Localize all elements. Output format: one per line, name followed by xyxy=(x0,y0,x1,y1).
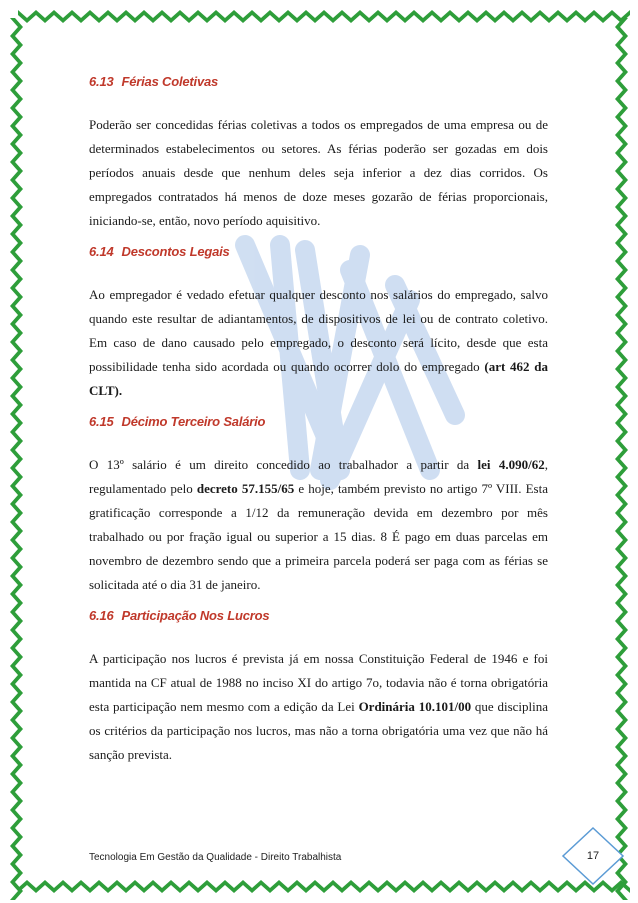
border-chevron xyxy=(10,702,23,720)
border-chevron xyxy=(10,648,23,666)
border-chevron xyxy=(486,10,504,23)
border-chevron xyxy=(108,880,126,893)
border-chevron xyxy=(10,396,23,414)
border-chevron xyxy=(450,880,468,893)
legal-reference: lei 4.090/62 xyxy=(477,457,545,472)
border-chevron xyxy=(54,10,72,23)
border-chevron xyxy=(540,10,558,23)
border-chevron xyxy=(615,558,628,576)
border-chevron xyxy=(10,288,23,306)
border-chevron xyxy=(615,720,628,738)
section-number: 6.15 xyxy=(89,414,114,429)
border-chevron xyxy=(10,666,23,684)
border-chevron xyxy=(10,198,23,216)
section-number: 6.14 xyxy=(89,244,114,259)
paragraph-6-14: Ao empregador é vedado efetuar qualquer desconto nos salários do empregado, salvo quando este resultar de adiantamentos, de dispositivos de lei ou de contrato coletivo. Em caso de dano causado pelo empregado, o desconto será lícito, desde que esta possibilidade tenha sido acordada ou quando ocorrer dolo do empregado (art 462 da CLT). xyxy=(89,287,548,398)
border-chevron xyxy=(10,378,23,396)
footer-text: Tecnologia Em Gestão da Qualidade - Direito Trabalhista xyxy=(89,852,342,863)
border-chevron xyxy=(10,684,23,702)
border-chevron xyxy=(615,90,628,108)
border-chevron xyxy=(10,522,23,540)
border-chevron xyxy=(594,10,612,23)
border-chevron xyxy=(615,378,628,396)
border-chevron xyxy=(615,792,628,810)
border-chevron xyxy=(180,880,198,893)
section-title: Férias Coletivas xyxy=(121,74,219,89)
heading-6-16 xyxy=(89,608,548,623)
border-chevron xyxy=(10,144,23,162)
border-chevron xyxy=(162,10,180,23)
border-chevron xyxy=(615,630,628,648)
border-chevron xyxy=(615,594,628,612)
border-chevron xyxy=(615,18,628,36)
border-chevron xyxy=(10,810,23,828)
border-chevron xyxy=(615,180,628,198)
border-chevron xyxy=(10,504,23,522)
border-chevron xyxy=(615,108,628,126)
section-number: 6.16 xyxy=(89,608,114,623)
border-chevron xyxy=(615,252,628,270)
border-chevron xyxy=(10,324,23,342)
border-chevron xyxy=(486,880,504,893)
border-chevron xyxy=(162,880,180,893)
border-chevron xyxy=(306,10,324,23)
border-chevron xyxy=(10,126,23,144)
section-title: Participação Nos Lucros xyxy=(121,608,270,623)
border-chevron xyxy=(10,342,23,360)
border-chevron xyxy=(10,180,23,198)
border-chevron xyxy=(144,10,162,23)
border-chevron xyxy=(10,756,23,774)
border-chevron xyxy=(10,846,23,864)
border-chevron xyxy=(72,880,90,893)
border-chevron xyxy=(378,10,396,23)
border-chevron xyxy=(450,10,468,23)
border-chevron xyxy=(54,880,72,893)
border-chevron xyxy=(615,450,628,468)
border-chevron xyxy=(615,648,628,666)
border-chevron xyxy=(126,10,144,23)
border-chevron xyxy=(10,540,23,558)
legal-reference: decreto 57.155/65 xyxy=(196,481,295,496)
border-chevron xyxy=(288,10,306,23)
border-chevron xyxy=(615,414,628,432)
border-chevron xyxy=(432,880,450,893)
border-chevron xyxy=(615,486,628,504)
border-chevron xyxy=(540,880,558,893)
border-chevron xyxy=(396,880,414,893)
border-chevron xyxy=(10,468,23,486)
border-chevron xyxy=(414,880,432,893)
legal-reference: Ordinária 10.101/00 xyxy=(358,699,472,714)
border-chevron xyxy=(10,576,23,594)
border-chevron xyxy=(615,216,628,234)
border-chevron xyxy=(615,234,628,252)
border-chevron xyxy=(10,738,23,756)
border-chevron xyxy=(522,10,540,23)
border-chevron xyxy=(504,880,522,893)
border-chevron xyxy=(615,576,628,594)
border-chevron xyxy=(10,450,23,468)
border-chevron xyxy=(615,342,628,360)
border-chevron xyxy=(36,880,54,893)
border-chevron xyxy=(10,486,23,504)
border-chevron xyxy=(18,10,36,23)
heading-6-15 xyxy=(89,414,548,429)
border-chevron xyxy=(10,882,23,900)
border-chevron xyxy=(36,10,54,23)
border-chevron xyxy=(72,10,90,23)
border-chevron xyxy=(324,10,342,23)
border-chevron xyxy=(10,36,23,54)
border-chevron xyxy=(180,10,198,23)
border-chevron xyxy=(432,10,450,23)
paragraph-6-13: Poderão ser concedidas férias coletivas a todos os empregados de uma empresa ou de determinados estabelecimentos ou setores. As férias poderão ser gozadas em dois períodos anuais desde que nenhum deles seja inferior a dez dias corridos. Os empregados contratados há menos de doze meses gozarão de férias proporcionais, iniciando-se, então, novo período aquisitivo. xyxy=(89,117,548,228)
border-chevron xyxy=(90,10,108,23)
border-chevron xyxy=(234,10,252,23)
border-chevron xyxy=(10,72,23,90)
border-chevron xyxy=(615,756,628,774)
border-chevron xyxy=(10,792,23,810)
border-chevron xyxy=(615,306,628,324)
section-title: Descontos Legais xyxy=(121,244,230,259)
border-chevron xyxy=(108,10,126,23)
border-chevron xyxy=(615,72,628,90)
border-chevron xyxy=(615,612,628,630)
border-chevron xyxy=(615,324,628,342)
border-chevron xyxy=(10,252,23,270)
border-chevron xyxy=(252,880,270,893)
border-chevron xyxy=(216,880,234,893)
border-chevron xyxy=(615,684,628,702)
border-chevron xyxy=(10,270,23,288)
border-chevron xyxy=(216,10,234,23)
border-chevron xyxy=(10,90,23,108)
border-chevron xyxy=(10,774,23,792)
border-chevron xyxy=(360,880,378,893)
border-chevron xyxy=(468,10,486,23)
border-chevron xyxy=(10,612,23,630)
heading-6-13 xyxy=(89,74,548,89)
border-chevron xyxy=(615,774,628,792)
border-chevron xyxy=(270,10,288,23)
border-chevron xyxy=(10,864,23,882)
border-chevron xyxy=(468,880,486,893)
border-chevron xyxy=(615,198,628,216)
border-chevron xyxy=(615,270,628,288)
border-chevron xyxy=(10,828,23,846)
border-chevron xyxy=(10,54,23,72)
border-chevron xyxy=(10,216,23,234)
border-chevron xyxy=(615,54,628,72)
border-chevron xyxy=(324,880,342,893)
section-title: Décimo Terceiro Salário xyxy=(121,414,266,429)
border-chevron xyxy=(615,522,628,540)
border-chevron xyxy=(615,432,628,450)
page-content xyxy=(89,60,548,767)
border-chevron xyxy=(144,880,162,893)
border-chevron xyxy=(615,288,628,306)
border-chevron xyxy=(342,10,360,23)
border-chevron xyxy=(615,738,628,756)
border-chevron xyxy=(306,880,324,893)
border-chevron xyxy=(396,10,414,23)
border-chevron xyxy=(576,10,594,23)
border-chevron xyxy=(10,432,23,450)
border-chevron xyxy=(615,702,628,720)
border-chevron xyxy=(378,880,396,893)
border-chevron xyxy=(270,880,288,893)
section-number: 6.13 xyxy=(89,74,114,89)
border-chevron xyxy=(342,880,360,893)
border-chevron xyxy=(522,880,540,893)
border-chevron xyxy=(615,396,628,414)
border-chevron xyxy=(126,880,144,893)
border-chevron xyxy=(10,306,23,324)
border-chevron xyxy=(504,10,522,23)
border-chevron xyxy=(10,18,23,36)
border-chevron xyxy=(198,880,216,893)
border-chevron xyxy=(414,10,432,23)
border-chevron xyxy=(234,880,252,893)
border-chevron xyxy=(10,558,23,576)
border-chevron xyxy=(252,10,270,23)
border-chevron xyxy=(615,360,628,378)
border-chevron xyxy=(615,666,628,684)
border-chevron xyxy=(10,720,23,738)
border-chevron xyxy=(10,162,23,180)
border-chevron xyxy=(288,880,306,893)
border-chevron xyxy=(615,504,628,522)
border-chevron xyxy=(615,468,628,486)
border-chevron xyxy=(10,360,23,378)
border-chevron xyxy=(10,108,23,126)
border-chevron xyxy=(615,144,628,162)
border-chevron xyxy=(10,594,23,612)
border-chevron xyxy=(615,126,628,144)
heading-6-14 xyxy=(89,244,548,259)
page-number: 17 xyxy=(586,850,600,862)
border-chevron xyxy=(10,630,23,648)
border-chevron xyxy=(360,10,378,23)
border-chevron xyxy=(10,234,23,252)
border-chevron xyxy=(615,540,628,558)
border-chevron xyxy=(10,414,23,432)
legal-reference: (art 462 da CLT). xyxy=(89,359,548,398)
border-chevron xyxy=(615,36,628,54)
paragraph-6-15: O 13º salário é um direito concedido ao trabalhador a partir da lei 4.090/62, regulamentado pelo decreto 57.155/65 e hoje, também previsto no artigo 7º VIII. Esta gratificação corresponde a 1/12 da remuneração devida em dezembro por mês trabalhado ou por fração igual ou superior a 15 dias. 8 É pago em duas parcelas em novembro de dezembro sendo que a primeira parcela poderá ser paga com as férias se solicitada até o dia 31 de janeiro. xyxy=(89,457,548,592)
border-chevron xyxy=(615,162,628,180)
border-chevron xyxy=(90,880,108,893)
paragraph-6-16: A participação nos lucros é prevista já em nossa Constituição Federal de 1946 e foi mantida na CF atual de 1988 no inciso XI do artigo 7o, todavia não é torna obrigatória esta participação nem mesmo com a edição da Lei Ordinária 10.101/00 que disciplina os critérios da participação nos lucros, mas não a torna obrigatória uma vez que não há sanção prevista. xyxy=(89,651,549,762)
border-chevron xyxy=(558,10,576,23)
border-chevron xyxy=(198,10,216,23)
